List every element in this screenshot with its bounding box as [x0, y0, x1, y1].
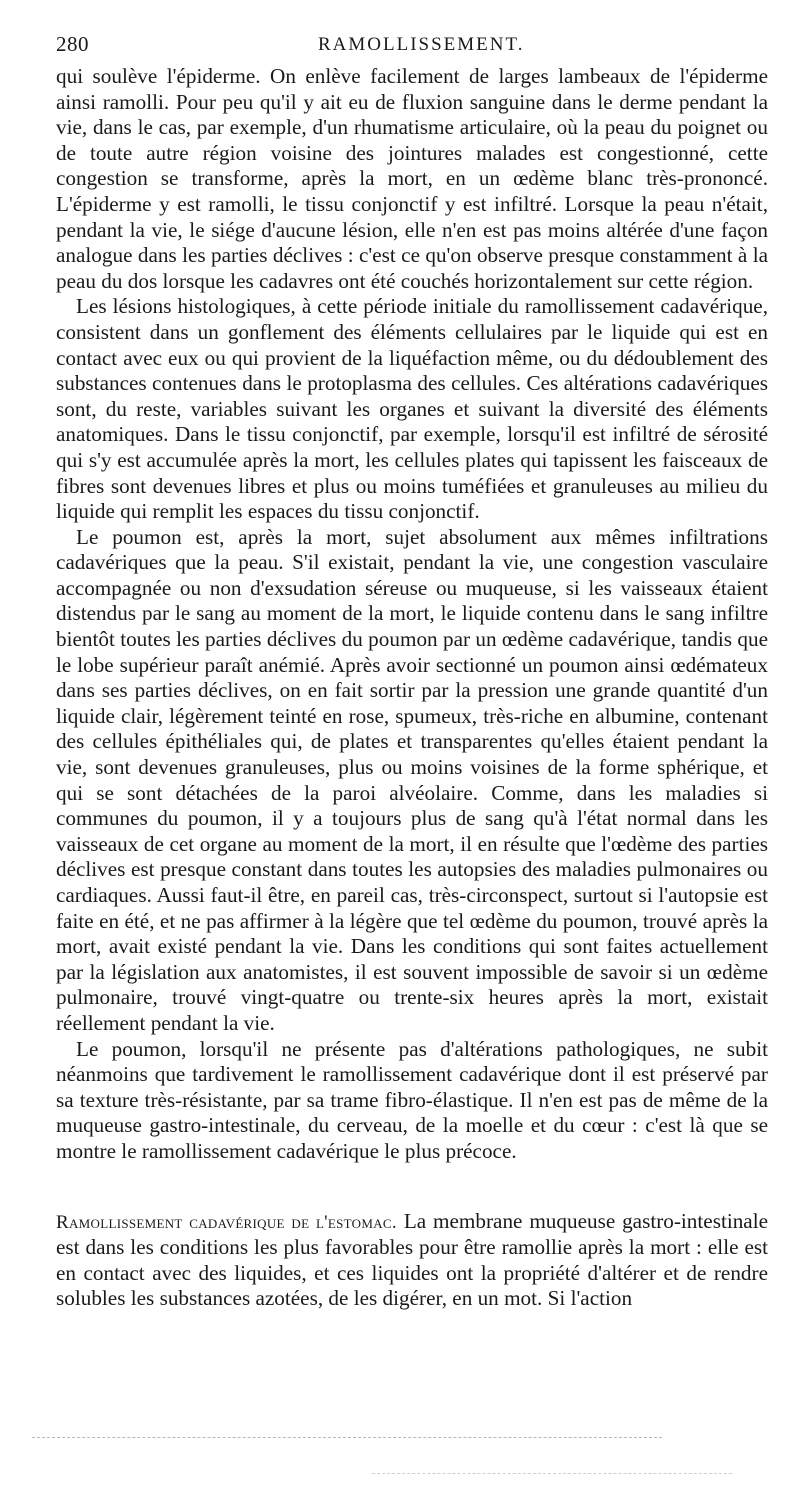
- running-head: [56, 30, 768, 64]
- paragraph-poumon-texture: Le poumon, lorsqu'il ne présente pas d'altérations pathologiques, ne subit néanmoins que tardivement le ramollissement cadavérique dont il est préservé par sa texture très-résistante, par sa trame fibro-élastique. Il n'en est pas de même de la muqueuse gastro-intestinale, du cerveau, de la moelle et du cœur : c'est là que se montre le ramollissement cadavérique le plus précoce.: [56, 1036, 768, 1163]
- book-page: [56, 30, 768, 1312]
- paragraph-lesions-histologiques: Les lésions histologiques, à cette période initiale du ramollissement cadavérique, consistent dans un gonflement des éléments cellulaires par le liquide qui est en contact avec eux ou qui provient de la liquéfaction même, ou du dédoublement des substances contenues dans le protoplasma des cellules. Ces altérations cadavériques sont, du reste, variables suivant les organes et suivant la diversité des éléments anatomiques. Dans le tissu conjonctif, par exemple, lorsqu'il est infiltré de sérosité qui s'y est accumulée après la mort, les cellules plates qui tapissent les faisceaux de fibres sont devenues libres et plus ou moins tuméfiées et granuleuses au milieu du liquide qui remplit les espaces du tissu conjonctif.: [56, 294, 768, 524]
- page-number: 280: [56, 32, 89, 56]
- section-text: La membrane muqueuse gastro-intestinale est dans les conditions les plus favorables pour être ramollie après la mort : elle est en contact avec des liquides, et ces liquides ont la propriété d'altérer et de rendre solubles les substances azotées, de les digérer, en un mot. Si l'action: [56, 1208, 769, 1311]
- section-estomac: [56, 1209, 768, 1312]
- paragraph-poumon-infiltrations: Le poumon est, après la mort, sujet absolument aux mêmes infiltrations cadavériques que la peau. S'il existait, pendant la vie, une congestion vasculaire accompagnée ou non d'exsudation séreuse ou muqueuse, si les vaisseaux étaient distendus par le sang au moment de la mort, le liquide contenu dans le sang infiltre bientôt toutes les parties déclives du poumon par un œdème cadavérique, tandis que le lobe supérieur paraît anémié. Après avoir sectionné un poumon ainsi œdémateux dans ses parties déclives, on en fait sortir par la pression une grande quantité d'un liquide clair, légèrement teinté en rose, spumeux, très-riche en albumine, contenant des cellules épithéliales qui, de plates et transparentes qu'elles étaient pendant la vie, sont devenues granuleuses, plus ou moins voisines de la forme sphérique, et qui se sont détachées de la paroi alvéolaire. Comme, dans les maladies si communes du poumon, il y a toujours plus de sang qu'à l'état normal dans les vaisseaux de cet organe au moment de la mort, il en résulte que l'œdème des parties déclives est presque constant dans toutes les autopsies des maladies pulmonaires ou cardiaques. Aussi faut-il être, en pareil cas, très-circonspect, surtout si l'autopsie est faite en été, et ne pas affirmer à la légère que tel œdème du poumon, trouvé après la mort, avait existé pendant la vie. Dans les conditions qui sont faites actuellement par la législation aux anatomistes, il est souvent impossible de savoir si un œdème pulmonaire, trouvé vingt-quatre ou trente-six heures après la mort, existait réellement pendant la vie.: [56, 524, 768, 1035]
- running-title: RAMOLLISSEMENT.: [318, 34, 525, 55]
- paragraph-epiderme: qui soulève l'épiderme. On enlève facilement de larges lambeaux de l'épiderme ainsi ramolli. Pour peu qu'il y ait eu de fluxion sanguine dans le derme pendant la vie, dans le cas, par exemple, d'un rhumatisme articulaire, où la peau du poignet ou de toute autre région voisine des jointures malades est congestionné, cette congestion se transforme, après la mort, en un œdème blanc très-prononcé. L'épiderme y est ramolli, le tissu conjonctif y est infiltré. Lorsque la peau n'était, pendant la vie, le siége d'aucune lésion, elle n'en est pas moins altérée d'une façon analogue dans les parties déclives : c'est ce qu'on observe presque constamment à la peau du dos lorsque les cadavres ont été couchés horizontalement sur cette région.: [56, 64, 768, 293]
- faint-bleed-through-line: [32, 1437, 662, 1438]
- faint-bleed-through-line-lower: [372, 1473, 732, 1474]
- section-heading: Ramollissement cadavérique de l'estomac.: [56, 1211, 397, 1233]
